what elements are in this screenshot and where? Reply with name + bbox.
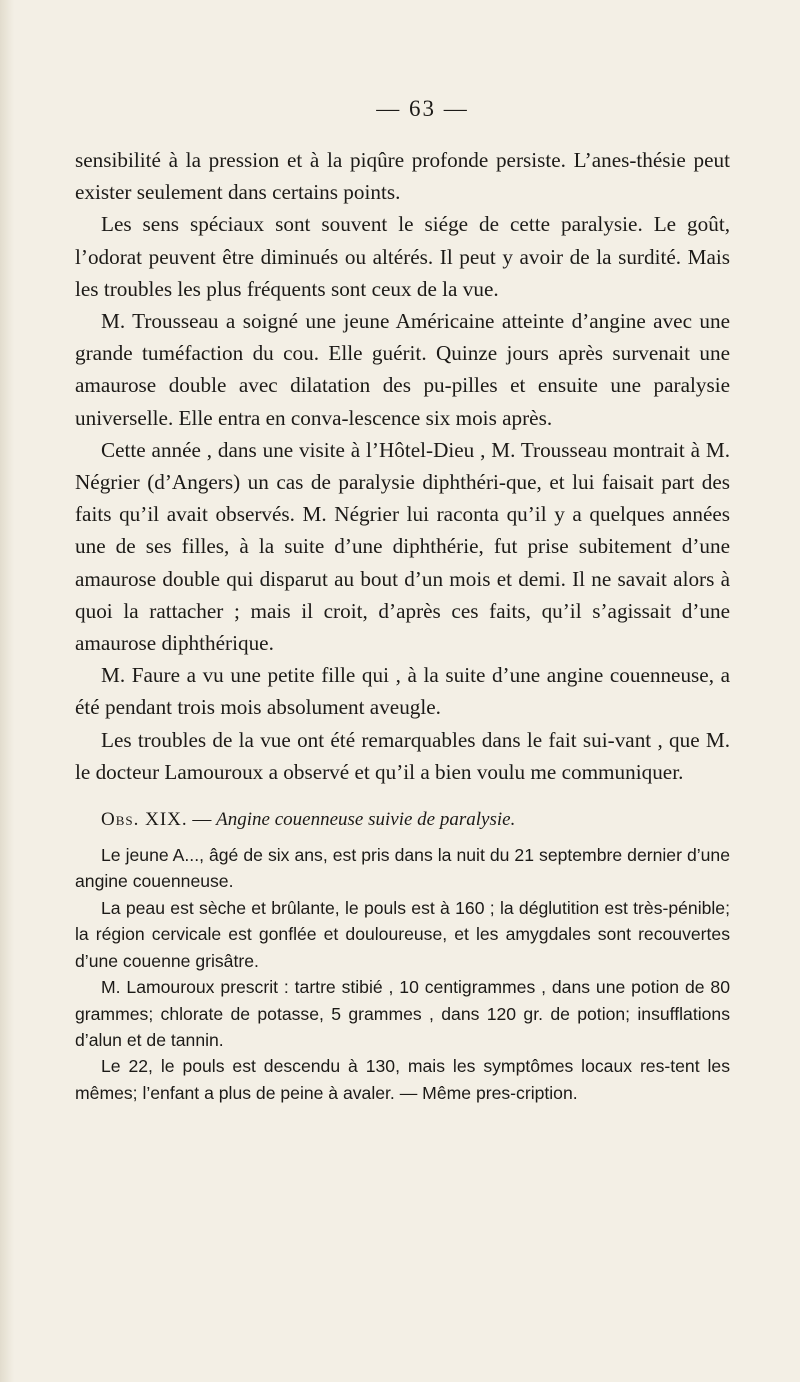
observation-heading (75, 806, 730, 834)
observation-subject: Angine couenneuse suivie de paralysie. (216, 809, 516, 831)
paragraph: Cette année , dans une visite à l’Hôtel-Dieu , M. Trousseau montrait à M. Négrier (d’Angers) un cas de paralysie diphthéri-que, et lui faisait part des faits qu’il avait observés. M. Négrier lui raconta qu’il y a quelques années une de ses filles, à la suite d’une diphthérie, fut prise subitement d’une amaurose double qui disparut au bout d’un mois et demi. Il ne savait alors à quoi la rattacher ; mais il croit, d’après ces faits, qu’il s’agissait d’une amaurose diphthérique. (75, 437, 730, 656)
observation-label: Obs. XIX. (101, 809, 188, 831)
observation-paragraph: Le 22, le pouls est descendu à 130, mais les symptômes locaux res-tent les mêmes; l’enfant a plus de peine à avaler. — Même pres-cription. (75, 1056, 730, 1103)
paragraph: Les sens spéciaux sont souvent le siége de cette paralysie. Le goût, l’odorat peuvent être diminués ou altérés. Il peut y avoir de la surdité. Mais les troubles les plus fréquents sont ceux de la vue. (75, 212, 730, 301)
paragraph: M. Faure a vu une petite fille qui , à la suite d’une angine couenneuse, a été pendant trois mois absolument aveugle. (75, 663, 730, 720)
observation-separator: — (187, 809, 217, 831)
observation-paragraph: La peau est sèche et brûlante, le pouls est à 160 ; la déglutition est très-pénible; la région cervicale est gonflée et douloureuse, et les amygdales sont recouvertes d’une couenne grisâtre. (75, 897, 730, 971)
paragraph: M. Trousseau a soigné une jeune Américaine atteinte d’angine avec une grande tuméfaction du cou. Elle guérit. Quinze jours après survenait une amaurose double avec dilatation des pu-pilles et ensuite une paralysie universelle. Elle entra en conva-lescence six mois après. (75, 309, 730, 430)
paragraph: sensibilité à la pression et à la piqûre profonde persiste. L’anes-thésie peut exister seulement dans certains points. (75, 148, 730, 205)
paragraph: Les troubles de la vue ont été remarquables dans le fait sui-vant , que M. le docteur Lamouroux a observé et qu’il a bien voulu me communiquer. (75, 727, 730, 784)
main-text (75, 144, 730, 788)
observation-paragraph: Le jeune A..., âgé de six ans, est pris dans la nuit du 21 septembre dernier d’une angine couenneuse. (75, 845, 730, 892)
page-number: — 63 — (376, 96, 469, 121)
observation-text (75, 842, 730, 1106)
observation-paragraph: M. Lamouroux prescrit : tartre stibié , 10 centigrammes , dans une potion de 80 grammes; chlorate de potasse, 5 grammes , dans 120 gr. de potion; insufflations d’alun et de tannin. (75, 977, 730, 1050)
